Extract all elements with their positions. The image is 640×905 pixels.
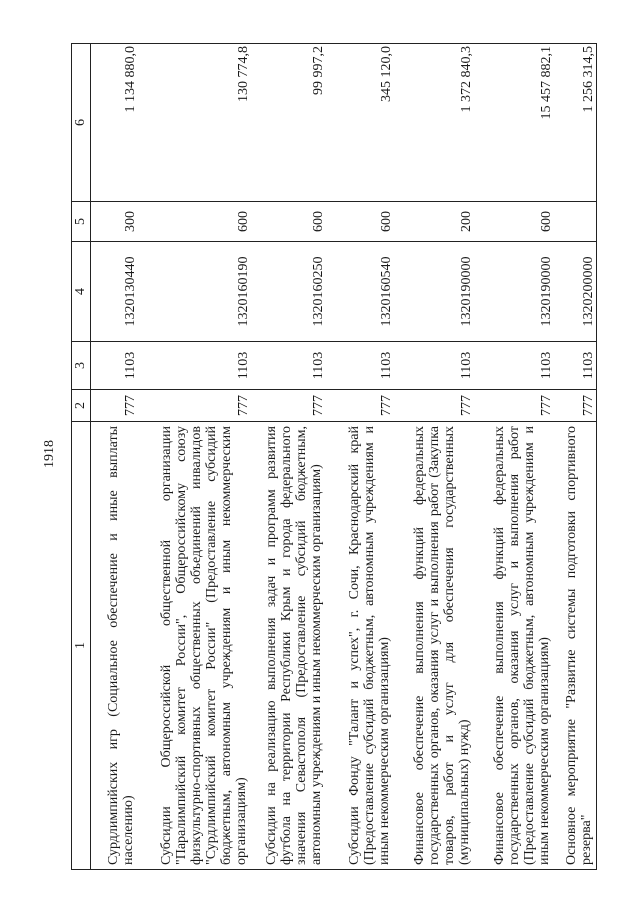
table-row xyxy=(252,44,327,870)
table-row xyxy=(327,44,395,870)
budget-table xyxy=(71,43,597,870)
cell-expense-type: 300 xyxy=(91,202,139,242)
table-row xyxy=(91,44,139,870)
cell-ministry-code: 777 xyxy=(475,390,555,422)
cell-section-code: 1103 xyxy=(395,342,475,390)
row-description: Финансовое обеспечение выполнения функций федеральных государственных органов, оказания услуг и выполнения работ (Закупка товаров, работ и услуг для обеспечения государственных (муниципальных) нужд) xyxy=(395,422,475,870)
cell-target-code: 1320130440 xyxy=(91,242,139,342)
cell-expense-type: 600 xyxy=(327,202,395,242)
header-col-2: 2 xyxy=(72,390,91,422)
cell-section-code: 1103 xyxy=(555,342,597,390)
page-number: 1918 xyxy=(42,440,57,468)
header-row xyxy=(72,44,91,870)
cell-ministry-code: 777 xyxy=(327,390,395,422)
table-row xyxy=(395,44,475,870)
cell-ministry-code: 777 xyxy=(252,390,327,422)
row-description: Субсидии Общероссийской общественной организации "Паралимпийский комитет России", Общероссийскому союзу физкультурно-спортивных общественных объединений инвалидов "Сурдлимпийский комитет России" (Предоставление субсидий бюджетным, автономным учреждениям и иным некоммерческим организациям) xyxy=(139,422,252,870)
row-description: Основное мероприятие "Развитие системы подготовки спортивного резерва" xyxy=(555,422,597,870)
cell-expense-type xyxy=(555,202,597,242)
cell-expense-type: 600 xyxy=(252,202,327,242)
cell-target-code: 1320160190 xyxy=(139,242,252,342)
cell-section-code: 1103 xyxy=(139,342,252,390)
cell-ministry-code: 777 xyxy=(139,390,252,422)
cell-amount: 15 457 882,1 xyxy=(475,44,555,202)
rotated-page xyxy=(71,44,596,870)
cell-expense-type: 200 xyxy=(395,202,475,242)
cell-target-code: 1320160250 xyxy=(252,242,327,342)
header-col-3: 3 xyxy=(72,342,91,390)
cell-target-code: 1320190000 xyxy=(395,242,475,342)
cell-expense-type: 600 xyxy=(475,202,555,242)
row-description: Субсидии на реализацию выполнения задач и программ развития футбола на территории Республики Крым и города федерального значения Севастополя (Предоставление субсидий бюджетным, автономным учреждениям и иным некоммерческим организациям) xyxy=(252,422,327,870)
cell-amount: 99 997,2 xyxy=(252,44,327,202)
header-col-5: 5 xyxy=(72,202,91,242)
table-row xyxy=(555,44,597,870)
header-col-1: 1 xyxy=(72,422,91,870)
cell-section-code: 1103 xyxy=(475,342,555,390)
header-col-6: 6 xyxy=(72,44,91,202)
row-description: Сурдлимпийских игр (Социальное обеспечение и иные выплаты населению) xyxy=(91,422,139,870)
table-row xyxy=(475,44,555,870)
cell-section-code: 1103 xyxy=(327,342,395,390)
cell-ministry-code: 777 xyxy=(555,390,597,422)
cell-ministry-code: 777 xyxy=(91,390,139,422)
cell-section-code: 1103 xyxy=(91,342,139,390)
cell-amount: 1 256 314,5 xyxy=(555,44,597,202)
cell-target-code: 1320200000 xyxy=(555,242,597,342)
row-description: Субсидии Фонду "Талант и успех", г. Сочи, Краснодарский край (Предоставление субсидий бюджетным, автономным учреждениям и иным некоммерческим организациям) xyxy=(327,422,395,870)
row-description: Финансовое обеспечение выполнения функций федеральных государственных органов, оказания услуг и выполнения работ (Предоставление субсидий бюджетным, автономным учреждениям и иным некоммерческим организациям) xyxy=(475,422,555,870)
cell-amount: 130 774,8 xyxy=(139,44,252,202)
cell-ministry-code: 777 xyxy=(395,390,475,422)
table-row xyxy=(139,44,252,870)
cell-amount: 1 372 840,3 xyxy=(395,44,475,202)
header-col-4: 4 xyxy=(72,242,91,342)
cell-amount: 1 134 880,0 xyxy=(91,44,139,202)
cell-amount: 345 120,0 xyxy=(327,44,395,202)
cell-target-code: 1320160540 xyxy=(327,242,395,342)
cell-section-code: 1103 xyxy=(252,342,327,390)
cell-expense-type: 600 xyxy=(139,202,252,242)
cell-target-code: 1320190000 xyxy=(475,242,555,342)
